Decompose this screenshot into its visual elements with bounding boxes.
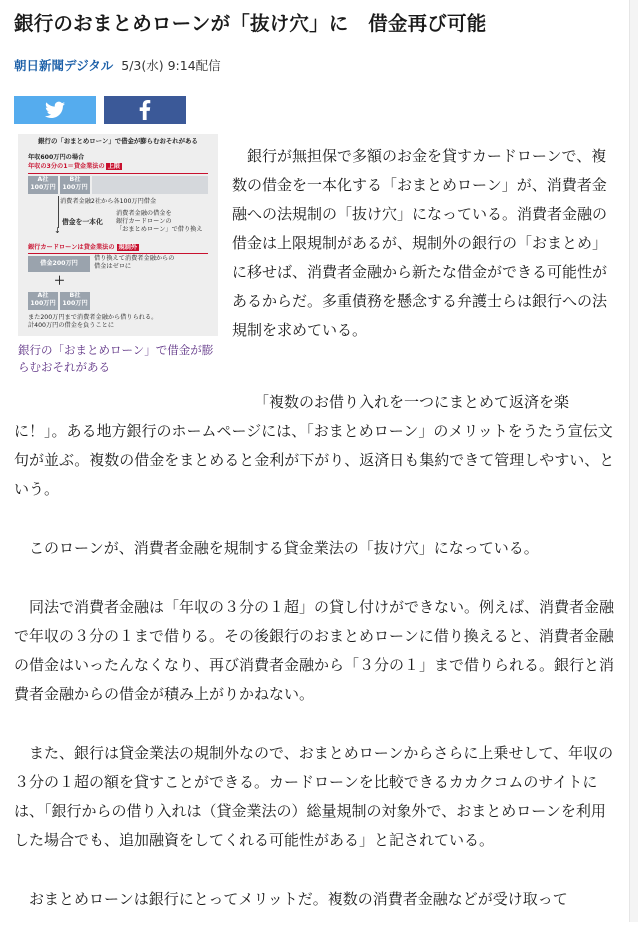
infographic-image[interactable] [18,134,218,336]
fig-consolidate-note-3: 「おまとめローン」で借り換え [116,226,203,233]
fig-borrowed-note: 消費者金融2社から各100万円借金 [60,198,157,205]
fig-debt-note-2: 借金はゼロに [94,263,132,270]
fig-limit [28,163,122,171]
fig-footer-2: 計400万円の借金を負うことに [28,322,115,329]
body-paragraph: このローンが、消費者金融を規制する貸金業法の「抜け穴」になっている。 [29,539,539,557]
figure-caption[interactable]: 銀行の「おまとめローン」で借金が膨らむおそれがある [18,343,214,374]
article-figure [18,134,218,375]
twitter-share-button[interactable] [14,96,96,124]
fig-box-b2: B社 100万円 [60,292,90,310]
facebook-f-icon [140,100,151,120]
publish-date: 5/3(水) 9:14配信 [121,58,221,73]
fig-bank-loan: 銀行カードローンは貸金業法の 規制外 [28,244,138,251]
body-paragraph: また、銀行は貸金業法の規制外なので、おまとめローンからさらに上乗せして、年収の３分の１超の額を貸すことができる。カードローンを比較できるカカクコムのサイトには、「銀行からの借り入れは（貸金業法の）総量規制の対象外で、おまとめローンを利用した場合でも、追加融資をしてくれる可能性がある」と記されている。 [14,744,614,849]
fig-box-a: A社 100万円 [28,176,58,194]
fig-consolidate-note-2: 銀行カードローンの [116,218,172,225]
fig-footer-1: また200万円まで消費者金融から借りられる。 [28,314,158,321]
fig-limit-line [28,173,208,174]
fig-box-b: B社 100万円 [60,176,90,194]
fig-limit-prefix: 年収の3分の1＝貸金業法の [28,163,105,170]
fig-arrow-down: ↓ [54,226,61,235]
fig-consolidate: 借金を一本化 [62,218,103,226]
article-title: 銀行のおまとめローンが「抜け穴」に 借金再び可能 [14,12,487,35]
article-meta [14,56,221,74]
fig-plus: ＋ [54,274,65,287]
body-paragraph: 同法で消費者金融は「年収の３分の１超」の貸し付けができない。例えば、消費者金融で年収の３分の１まで借りる。その後銀行のおまとめローンに借り換えると、消費者金融の借金はいったんなくなり、再び消費者金融から「３分の１」まで借りられる。銀行と消費者金融からの借金が積み上がりかねない。 [14,598,615,703]
body-paragraph: 「複数のお借り入れを一つにまとめて返済を楽に！」。ある地方銀行のホームページには、「おまとめローン」のメリットをうたう宣伝文句が並ぶ。複数の借金をまとめると金利が下がり、返済日も集約できて管理しやすい、という。 [14,393,615,498]
fig-consolidate-note-1: 消費者金融の借金を [116,210,172,217]
figure-title: 銀行の「おまとめローン」で借金が膨らむおそれがある [38,137,198,145]
fig-bank-line [28,253,208,254]
article-body [14,388,620,944]
source-link[interactable]: 朝日新聞デジタル [14,58,114,73]
fig-arrow-line [58,196,59,228]
facebook-share-button[interactable] [104,96,186,124]
fig-unused-band [92,176,208,194]
fig-debt-note-1: 借り換えて消費者金融からの [94,255,175,262]
fig-box-a2: A社 100万円 [28,292,58,310]
fig-debt-200: 借金200万円 [28,256,90,272]
body-paragraph: おまとめローンは銀行にとってメリットだ。複数の消費者金融などが受け取って [29,890,568,908]
twitter-bird-icon [45,102,65,119]
lead-paragraph: 銀行が無担保で多額のお金を貸すカードローンで、複数の借金を一本化する「おまとめローン」が、消費者金融への法規制の「抜け穴」になっている。消費者金融の借金は上限規制があるが、規制外の銀行の「おまとめ」に移せば、消費者金融から新たな借金ができる可能性があるからだ。多重債務を懸念する弁護士らは銀行への法規制を求めている。 [232,147,608,339]
fig-limit-word: 上限 [107,163,121,170]
fig-annual-income: 年収600万円の場合 [28,154,85,161]
scrollbar[interactable] [629,0,638,922]
